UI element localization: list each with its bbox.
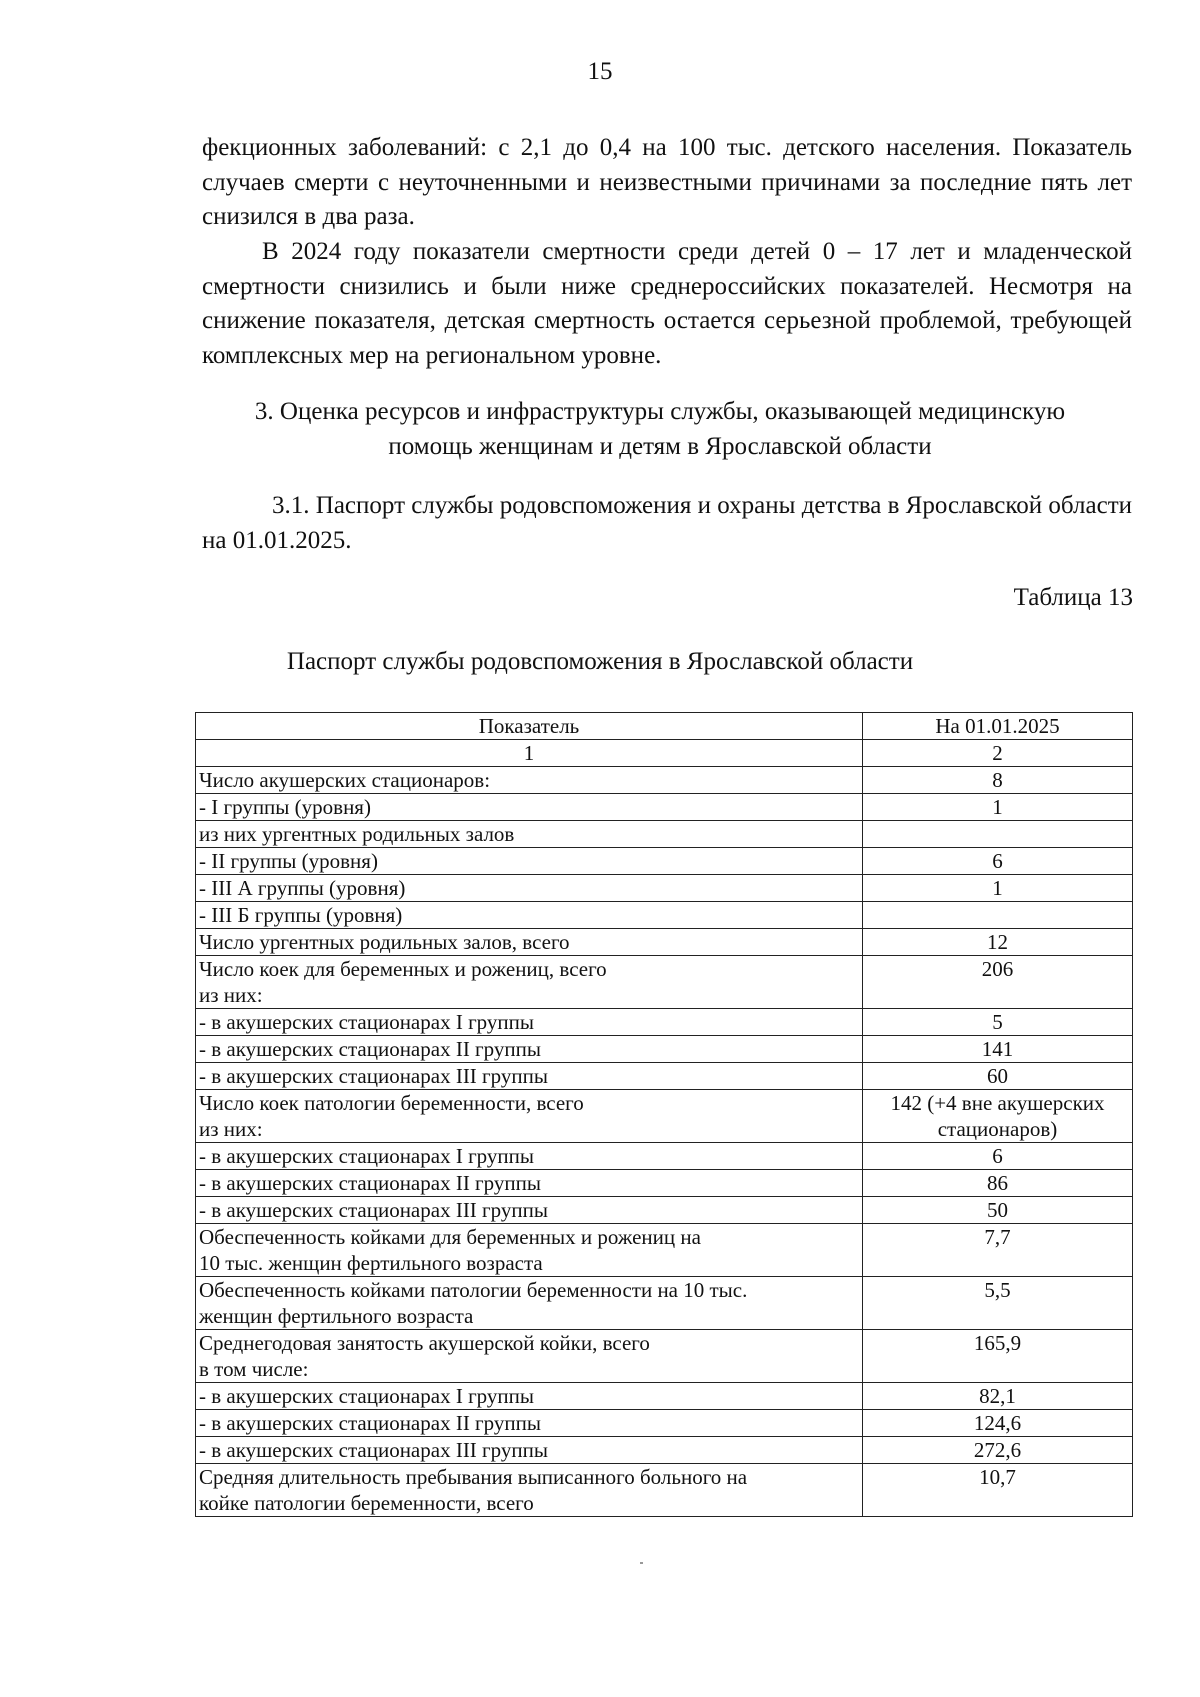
table-row xyxy=(196,1036,1133,1063)
column-number-2: 2 xyxy=(863,740,1133,767)
value-cell xyxy=(863,929,1133,956)
value-text: 60 xyxy=(987,1064,1008,1088)
indicator-cell xyxy=(196,794,863,821)
table-row xyxy=(196,1277,1133,1330)
value-cell xyxy=(863,1009,1133,1036)
table-header-row xyxy=(196,713,1133,740)
indicator-text: - III А группы (уровня) xyxy=(199,876,406,900)
table-row xyxy=(196,1063,1133,1090)
value-cell xyxy=(863,1063,1133,1090)
table-title: Паспорт службы родовспоможения в Ярославской области xyxy=(286,648,914,675)
value-cell xyxy=(863,1410,1133,1437)
indicator-text: - II группы (уровня) xyxy=(199,849,378,873)
scan-speck xyxy=(640,1562,643,1564)
indicator-cell xyxy=(196,1090,863,1143)
indicator-text: из них: xyxy=(199,1117,263,1141)
paragraph-continuation: фекционных заболеваний: с 2,1 до 0,4 на 100 тыс. детского населения. Показатель случаев смерти с неуточненными и неизвестными причинами за последние пять лет снизился в два раза. xyxy=(202,134,1132,230)
header-indicator: Показатель xyxy=(196,713,863,740)
indicator-text: Число акушерских стационаров: xyxy=(199,768,491,792)
indicator-text: - в акушерских стационарах III группы xyxy=(199,1064,548,1088)
value-text: 6 xyxy=(992,1144,1003,1168)
table-row xyxy=(196,1464,1133,1517)
value-cell xyxy=(863,1090,1133,1143)
indicator-cell xyxy=(196,1143,863,1170)
indicator-cell xyxy=(196,1009,863,1036)
value-text: 1 xyxy=(992,876,1003,900)
value-cell xyxy=(863,1197,1133,1224)
indicator-cell xyxy=(196,929,863,956)
value-cell xyxy=(863,1383,1133,1410)
table-row xyxy=(196,902,1133,929)
value-cell xyxy=(863,1464,1133,1517)
value-text: 272,6 xyxy=(973,1438,1022,1462)
indicator-text: - III Б группы (уровня) xyxy=(199,903,403,927)
indicator-cell xyxy=(196,848,863,875)
value-text: стационаров) xyxy=(937,1117,1058,1141)
indicator-cell xyxy=(196,821,863,848)
value-text: 206 xyxy=(981,957,1014,981)
table-row xyxy=(196,1437,1133,1464)
indicator-cell xyxy=(196,1224,863,1277)
value-cell xyxy=(863,1277,1133,1330)
column-number-1: 1 xyxy=(196,740,863,767)
table-row xyxy=(196,1383,1133,1410)
indicator-text: - в акушерских стационарах II группы xyxy=(199,1411,541,1435)
indicator-cell xyxy=(196,1170,863,1197)
value-cell xyxy=(863,1437,1133,1464)
indicator-cell xyxy=(196,902,863,929)
indicator-cell xyxy=(196,1437,863,1464)
value-text: 86 xyxy=(987,1171,1008,1195)
header-date: На 01.01.2025 xyxy=(863,713,1133,740)
passport-table xyxy=(195,712,1133,1517)
indicator-cell xyxy=(196,1277,863,1330)
table-row xyxy=(196,1330,1133,1383)
value-cell xyxy=(863,1330,1133,1383)
paragraph-child-mortality: В 2024 году показатели смертности среди детей 0 – 17 лет и младенческой смертности снизились и были ниже среднероссийских показателей. Несмотря на снижение показателя, детская смертность остается серьезной проблемой, требующей комплексных мер на региональном уровне. xyxy=(202,238,1132,369)
indicator-cell xyxy=(196,1330,863,1383)
section-heading-line1: 3. Оценка ресурсов и инфраструктуры службы, оказывающей медицинскую xyxy=(254,398,1066,425)
indicator-text: - в акушерских стационарах III группы xyxy=(199,1198,548,1222)
table-row xyxy=(196,1143,1133,1170)
value-text: 5 xyxy=(992,1010,1003,1034)
value-text: 12 xyxy=(987,930,1008,954)
indicator-text: койке патологии беременности, всего xyxy=(199,1491,534,1515)
indicator-text: из них: xyxy=(199,983,263,1007)
value-cell xyxy=(863,1224,1133,1277)
value-cell xyxy=(863,956,1133,1009)
indicator-text: - в акушерских стационарах II группы xyxy=(199,1037,541,1061)
indicator-cell xyxy=(196,1464,863,1517)
table-row xyxy=(196,794,1133,821)
indicator-cell xyxy=(196,1383,863,1410)
table-row xyxy=(196,1090,1133,1143)
value-cell xyxy=(863,794,1133,821)
value-cell xyxy=(863,875,1133,902)
value-text: 8 xyxy=(992,768,1003,792)
table-row xyxy=(196,875,1133,902)
indicator-cell xyxy=(196,1063,863,1090)
indicator-text: Обеспеченность койками патологии беременности на 10 тыс. xyxy=(199,1278,748,1302)
value-text: 10,7 xyxy=(979,1465,1016,1489)
table-row xyxy=(196,1224,1133,1277)
indicator-text: - в акушерских стационарах I группы xyxy=(199,1144,534,1168)
indicator-text: Средняя длительность пребывания выписанного больного на xyxy=(199,1465,748,1489)
value-text: 1 xyxy=(992,795,1003,819)
value-cell xyxy=(863,902,1133,929)
table-row xyxy=(196,1170,1133,1197)
value-cell xyxy=(863,848,1133,875)
indicator-cell xyxy=(196,875,863,902)
indicator-text: Число ургентных родильных залов, всего xyxy=(199,930,570,954)
table-label: Таблица 13 xyxy=(1013,584,1133,611)
indicator-text: - в акушерских стационарах I группы xyxy=(199,1384,534,1408)
indicator-text: Число коек патологии беременности, всего xyxy=(199,1091,584,1115)
value-text: 142 (+4 вне акушерских xyxy=(890,1091,1105,1115)
value-cell xyxy=(863,1036,1133,1063)
value-text: 124,6 xyxy=(973,1411,1022,1435)
value-cell xyxy=(863,1170,1133,1197)
value-text: 82,1 xyxy=(979,1384,1016,1408)
indicator-cell xyxy=(196,767,863,794)
indicator-text: женщин фертильного возраста xyxy=(199,1304,474,1328)
value-cell xyxy=(863,1143,1133,1170)
indicator-text: Число коек для беременных и рожениц, всего xyxy=(199,957,607,981)
table-row xyxy=(196,956,1133,1009)
indicator-text: Обеспеченность койками для беременных и рожениц на xyxy=(199,1225,701,1249)
indicator-text: из них ургентных родильных залов xyxy=(199,822,515,846)
table-row xyxy=(196,848,1133,875)
value-cell xyxy=(863,821,1133,848)
indicator-text: 10 тыс. женщин фертильного возраста xyxy=(199,1251,543,1275)
value-text: 50 xyxy=(987,1198,1008,1222)
indicator-text: - в акушерских стационарах III группы xyxy=(199,1438,548,1462)
value-text: 165,9 xyxy=(973,1331,1022,1355)
value-text: 7,7 xyxy=(984,1225,1011,1249)
section-heading-line2: помощь женщинам и детям в Ярославской области xyxy=(388,432,932,460)
indicator-text: - I группы (уровня) xyxy=(199,795,371,819)
table-row xyxy=(196,1009,1133,1036)
page-number: 15 xyxy=(587,58,613,85)
column-number-row xyxy=(196,740,1133,767)
indicator-text: Среднегодовая занятость акушерской койки, всего xyxy=(199,1331,650,1355)
indicator-text: - в акушерских стационарах I группы xyxy=(199,1010,534,1034)
table-row xyxy=(196,1410,1133,1437)
value-text: 6 xyxy=(992,849,1003,873)
indicator-text: в том числе: xyxy=(199,1357,309,1381)
indicator-cell xyxy=(196,1036,863,1063)
subsection-heading: 3.1. Паспорт службы родовспоможения и охраны детства в Ярославской области на 01.01.2025. xyxy=(202,492,1132,554)
table-row xyxy=(196,1197,1133,1224)
value-cell xyxy=(863,767,1133,794)
value-text: 141 xyxy=(981,1037,1014,1061)
indicator-cell xyxy=(196,1197,863,1224)
indicator-cell xyxy=(196,1410,863,1437)
indicator-text: - в акушерских стационарах II группы xyxy=(199,1171,541,1195)
value-text: 5,5 xyxy=(984,1278,1011,1302)
section-heading xyxy=(160,395,1160,464)
table-row xyxy=(196,767,1133,794)
indicator-cell xyxy=(196,956,863,1009)
table-row xyxy=(196,929,1133,956)
table-row xyxy=(196,821,1133,848)
